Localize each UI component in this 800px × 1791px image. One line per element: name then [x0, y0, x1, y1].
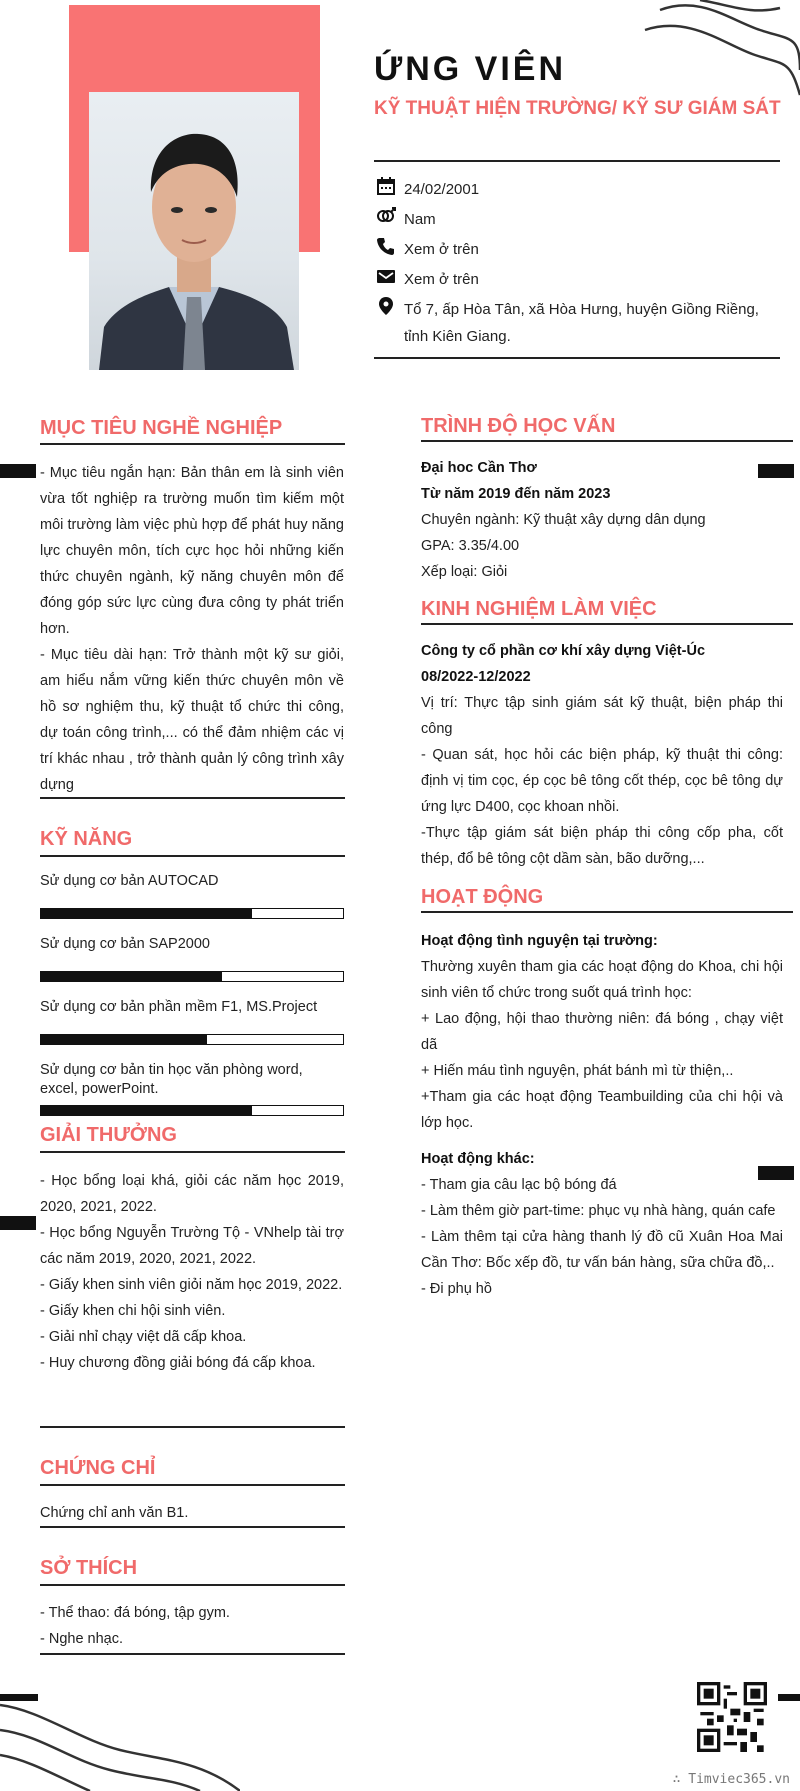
divider: [421, 623, 793, 625]
candidate-name: ỨNG VIÊN: [374, 50, 567, 88]
skills-heading: KỸ NĂNG: [40, 828, 133, 850]
certificates-list: [40, 1500, 344, 1526]
volunteer-line: +Tham gia các hoạt động Teambuilding của chi hội và lớp học.: [421, 1089, 783, 1131]
award-item: - Huy chương đồng giải bóng đá cấp khoa.: [40, 1355, 316, 1371]
education-heading: TRÌNH ĐỘ HỌC VẤN: [421, 415, 616, 437]
activities-details: [421, 928, 783, 1302]
skill-label: Sử dụng cơ bản tin học văn phòng word, excel, powerPoint.: [40, 1062, 303, 1097]
hobbies-list: [40, 1600, 344, 1652]
gpa: GPA: 3.35/4.00: [421, 538, 520, 554]
other-activity-line: - Đi phụ hồ: [421, 1281, 492, 1297]
award-item: - Giải nhỉ chạy việt dã cấp khoa.: [40, 1329, 247, 1345]
divider: [421, 440, 793, 442]
certificate-item: Chứng chỉ anh văn B1.: [40, 1505, 189, 1521]
other-activity-line: - Tham gia câu lạc bộ bóng đá: [421, 1177, 617, 1193]
skill-level-bar: [40, 908, 344, 919]
other-activity-line: - Làm thêm tại cửa hàng thanh lý đồ cũ Xuân Hoa Mai Cần Thơ: Bốc xếp đồ, tư vấn bán hàng, sữa chữa đồ,..: [421, 1229, 783, 1271]
school-name: Đại hoc Cần Thơ: [421, 460, 537, 476]
job-title: KỸ THUẬT HIỆN TRƯỜNG/ KỸ SƯ GIÁM SÁT: [374, 98, 781, 119]
volunteer-line: Thường xuyên tham gia các hoạt động do Khoa, chi hội sinh viên tổ chức trong suốt quá trình học:: [421, 959, 783, 1001]
long-term-goal: - Mục tiêu dài hạn: Trở thành một kỹ sư giỏi, am hiểu nắm vững kiến thức chuyên môn về hồ sơ nghiệm thu, kỹ thuật tổ chức thi công, dự toán công trình,... có thể đảm nhiệm các vị trí khác nhau , trở thành quản lý công trình xây dựng: [40, 647, 344, 793]
gender-icon: [376, 206, 396, 226]
address-value: Tổ 7, ấp Hòa Tân, xã Hòa Hưng, huyện Giồng Riềng, tỉnh Kiên Giang.: [404, 301, 759, 345]
objective-heading: MỤC TIÊU NGHỀ NGHIỆP: [40, 417, 283, 439]
skill-item: [40, 872, 344, 919]
award-item: - Học bổng loại khá, giỏi các năm học 2019, 2020, 2021, 2022.: [40, 1173, 344, 1215]
location-pin-icon: [376, 296, 396, 316]
volunteer-lines: [421, 954, 783, 1136]
study-period: Từ năm 2019 đến năm 2023: [421, 486, 611, 502]
edge-marker: [778, 1694, 800, 1701]
skill-item: [40, 935, 344, 982]
certificates-heading: CHỨNG CHỈ: [40, 1457, 156, 1479]
objective-text: [40, 460, 344, 798]
skills-list: [40, 872, 344, 1132]
divider: [40, 1484, 345, 1486]
divider: [40, 1653, 345, 1655]
experience-details: [421, 638, 783, 872]
phone-value: Xem ở trên: [404, 241, 479, 258]
short-term-goal: - Mục tiêu ngắn hạn: Bản thân em là sinh viên vừa tốt nghiệp ra trường muốn tìm kiếm một môi trường làm việc phù hợp để phát huy năng lực chuyên môn, tích cực học hỏi những kiến thức chuyên ngành, kỹ năng chuyên môn để đóng góp sức lực cùng đưa công ty phát triển hơn.: [40, 465, 344, 637]
top-right-wave-decoration: [640, 0, 800, 110]
dob-value: 24/02/2001: [404, 181, 480, 198]
rank: Xếp loại: Giỏi: [421, 564, 508, 580]
major: Chuyên ngành: Kỹ thuật xây dựng dân dụng: [421, 512, 706, 528]
award-item: - Giấy khen sinh viên giỏi năm học 2019, 2022.: [40, 1277, 343, 1293]
activities-heading: HOẠT ĐỘNG: [421, 886, 544, 908]
hobbies-heading: SỞ THÍCH: [40, 1557, 138, 1579]
gender-value: Nam: [404, 211, 436, 228]
volunteer-line: + Hiến máu tình nguyện, phát bánh mì từ thiện,..: [421, 1063, 734, 1079]
candidate-portrait-image: [89, 92, 299, 370]
awards-heading: GIẢI THƯỞNG: [40, 1124, 177, 1146]
skill-level-bar: [40, 971, 344, 982]
candidate-photo: [89, 92, 299, 370]
skill-level-bar: [40, 1105, 344, 1116]
other-activity-line: - Làm thêm giờ part-time: phục vụ nhà hàng, quán cafe: [421, 1203, 776, 1219]
gender-row: [376, 206, 784, 233]
awards-list: [40, 1168, 344, 1376]
award-item: - Học bổng Nguyễn Trường Tộ - VNhelp tài trợ các năm 2019, 2020, 2021, 2022.: [40, 1225, 344, 1267]
divider: [374, 160, 780, 162]
calendar-icon: [376, 176, 396, 196]
divider: [40, 855, 345, 857]
volunteer-heading: Hoạt động tình nguyện tại trường:: [421, 933, 658, 949]
skill-level-fill: [41, 972, 222, 981]
address-row: [376, 296, 784, 350]
email-row: [376, 266, 784, 293]
skill-label: Sử dụng cơ bản phần mềm F1, MS.Project: [40, 999, 318, 1015]
divider: [40, 1426, 345, 1428]
skill-level-fill: [41, 1035, 207, 1044]
divider: [40, 797, 345, 799]
education-details: [421, 455, 783, 585]
edge-marker: [0, 1216, 36, 1230]
skill-label: Sử dụng cơ bản AUTOCAD: [40, 873, 219, 889]
skill-item: [40, 998, 344, 1045]
edge-marker: [0, 1694, 38, 1701]
skill-label: Sử dụng cơ bản SAP2000: [40, 936, 210, 952]
experience-heading: KINH NGHIỆM LÀM VIỆC: [421, 598, 657, 620]
experience-line: - Quan sát, học hỏi các biện pháp, kỹ thuật thi công: định vị tim cọc, ép cọc bê tông cốt thép, cọc bê tông dự ứng lực D400, cọc khoan nhồi.: [421, 747, 783, 815]
divider: [40, 1584, 345, 1586]
email-icon: [376, 266, 396, 286]
hobby-item: - Thể thao: đá bóng, tập gym.: [40, 1605, 230, 1621]
phone-icon: [376, 236, 396, 256]
skill-level-bar: [40, 1034, 344, 1045]
divider: [421, 911, 793, 913]
other-activities-heading: Hoạt động khác:: [421, 1151, 535, 1167]
divider: [374, 357, 780, 359]
other-activities-lines: [421, 1172, 783, 1302]
divider: [40, 1526, 345, 1528]
company-name: Công ty cổ phần cơ khí xây dựng Việt-Úc: [421, 643, 706, 659]
award-item: - Giấy khen chi hội sinh viên.: [40, 1303, 226, 1319]
edge-marker: [0, 464, 36, 478]
divider: [40, 1151, 345, 1153]
footer-brand: ∴ Timviec365.vn: [672, 1772, 790, 1787]
skill-level-fill: [41, 1106, 252, 1115]
email-value: Xem ở trên: [404, 271, 479, 288]
skill-level-fill: [41, 909, 252, 918]
work-period: 08/2022-12/2022: [421, 669, 531, 685]
phone-row: [376, 236, 784, 263]
divider: [40, 443, 345, 445]
dob-row: [376, 176, 784, 203]
experience-line: Vị trí: Thực tập sinh giám sát kỹ thuật, biện pháp thi công: [421, 695, 783, 737]
experience-line: -Thực tập giám sát biện pháp thi công cốp pha, cốt thép, đổ bê tông cột dầm sàn, bão dưỡng,...: [421, 825, 783, 867]
hobby-item: - Nghe nhạc.: [40, 1631, 124, 1647]
skill-item: [40, 1061, 344, 1116]
qr-code-image: [697, 1682, 767, 1752]
bottom-left-wave-decoration: [0, 1690, 240, 1791]
experience-lines: [421, 690, 783, 872]
volunteer-line: + Lao động, hội thao thường niên: đá bóng , chạy việt dã: [421, 1011, 783, 1053]
